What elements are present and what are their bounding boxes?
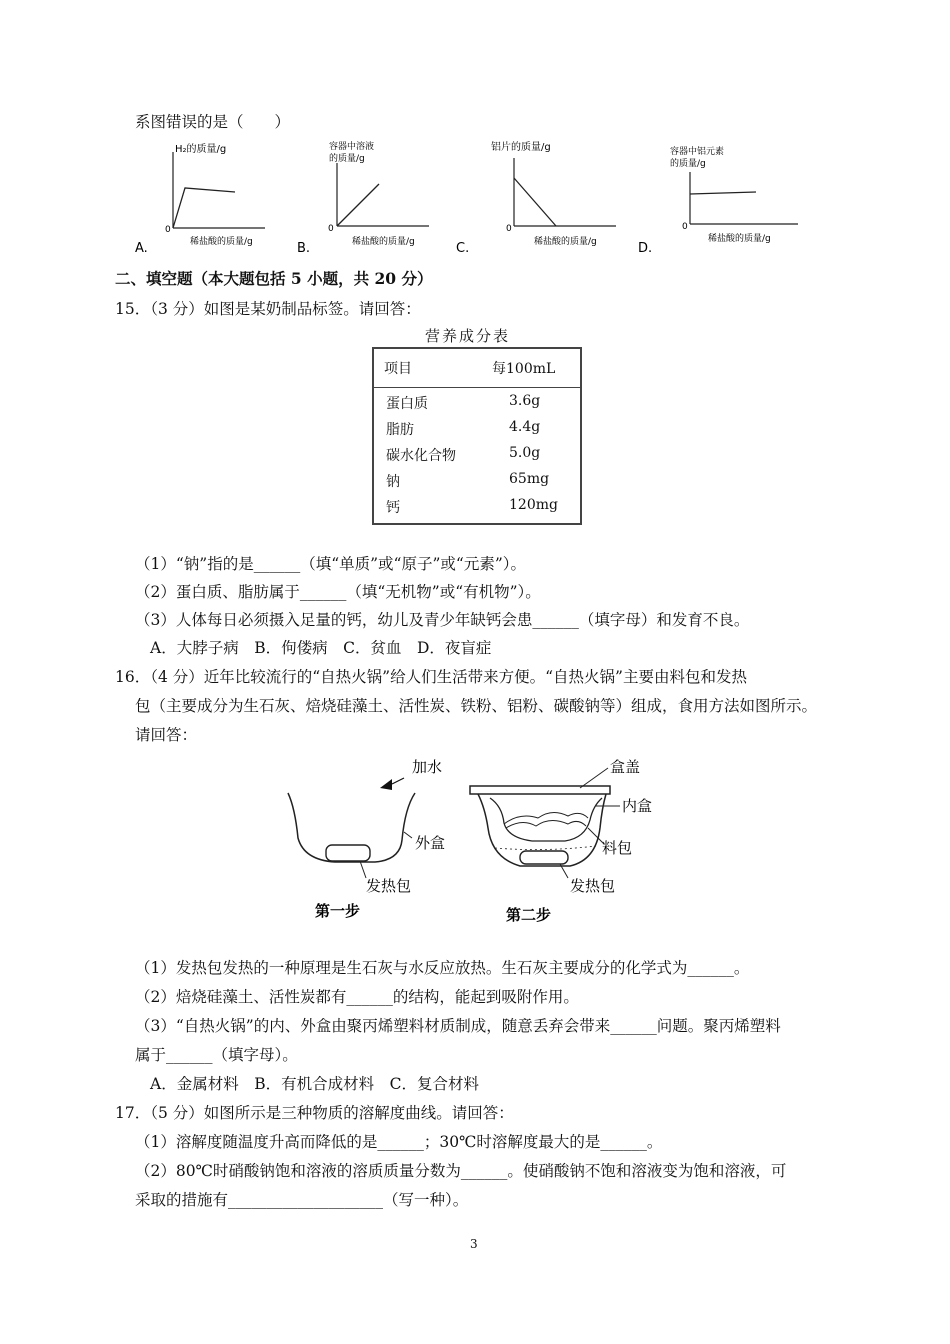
graph-a-origin: 0 <box>165 225 171 235</box>
q15-options: A．大脖子病 B．佝偻病 C．贫血 D．夜盲症 <box>150 639 492 657</box>
graph-a-xlabel: 稀盐酸的质量/g <box>190 237 253 247</box>
graph-d-svg <box>638 138 808 255</box>
label-lid: 盒盖 <box>610 758 641 776</box>
graph-d-xlabel: 稀盐酸的质量/g <box>708 234 771 244</box>
graph-c-svg <box>456 138 636 255</box>
heat-pack-1 <box>326 845 370 861</box>
outer-box-1 <box>288 793 415 862</box>
graph-b-xlabel: 稀盐酸的质量/g <box>352 237 415 247</box>
label-step2: 第二步 <box>506 906 552 924</box>
q17-sub1: （1）溶解度随温度升高而降低的是______；30℃时溶解度最大的是______。 <box>135 1133 663 1151</box>
graph-c-ylabel: 铝片的质量/g <box>491 142 551 153</box>
q16-line1: 16．（4 分）近年比较流行的“自热火锅”给人们生活带来方便。“自热火锅”主要由料包和发热 <box>115 668 747 686</box>
header-per: 每100mL <box>492 361 556 377</box>
graph-b-ylabel-2: 的质量/g <box>329 154 365 164</box>
graph-a-curve <box>173 188 235 228</box>
row-name: 钙 <box>386 500 400 516</box>
graph-d-curve <box>690 192 756 194</box>
graph-d-origin: 0 <box>682 222 688 232</box>
section-title: 二、填空题（本大题包括 5 小题，共 20 分） <box>115 269 433 288</box>
q17-stem: 17．（5 分）如图所示是三种物质的溶解度曲线。请回答： <box>115 1104 514 1122</box>
q16-sub3a: （3）“自热火锅”的内、外盒由聚丙烯塑料材质制成，随意丢弃会带来______问题。聚丙烯塑料 <box>135 1017 781 1035</box>
label-outer-box: 外盒 <box>415 834 446 852</box>
graph-c <box>456 138 636 255</box>
label-food-pack: 料包 <box>602 839 633 857</box>
graph-b-svg <box>297 138 437 255</box>
graph-c-curve <box>514 178 556 226</box>
row-value: 5.0g <box>509 445 541 461</box>
nutrition-table-title: 营养成分表 <box>425 327 511 345</box>
q16-options: A．金属材料 B．有机合成材料 C．复合材料 <box>150 1075 479 1093</box>
label-heat-pack-2: 发热包 <box>570 877 616 895</box>
q15-sub2: （2）蛋白质、脂肪属于______（填“无机物”或“有机物”）。 <box>135 583 541 601</box>
graph-b-curve <box>337 184 379 226</box>
graph-a-ylabel: H₂的质量/g <box>175 144 227 155</box>
q16-sub2: （2）焙烧硅藻土、活性炭都有______的结构，能起到吸附作用。 <box>135 988 579 1006</box>
graph-a-letter: A. <box>135 241 148 255</box>
row-name: 蛋白质 <box>386 396 428 412</box>
q15-stem: 15．（3 分）如图是某奶制品标签。请回答： <box>115 300 421 318</box>
nutrition-table <box>372 347 582 525</box>
row-value: 120mg <box>509 497 558 513</box>
row-value: 65mg <box>509 471 550 487</box>
graph-b-origin: 0 <box>328 224 334 234</box>
graph-d-letter: D. <box>638 241 653 255</box>
graph-a <box>135 140 275 255</box>
graph-c-xlabel: 稀盐酸的质量/g <box>534 237 597 247</box>
graph-c-letter: C. <box>456 241 470 255</box>
hotpot-figure <box>280 748 700 933</box>
row-name: 碳水化合物 <box>386 448 456 464</box>
inner-box <box>490 798 602 841</box>
water-line <box>495 846 596 850</box>
q17-sub2b: 采取的措施有____________________（写一种）。 <box>135 1191 469 1209</box>
graph-d-ylabel-1: 容器中铝元素 <box>670 147 725 157</box>
page-number: 3 <box>470 1237 478 1251</box>
q15-sub1: （1）“钠”指的是______（填“单质”或“原子”或“元素”）。 <box>135 555 527 573</box>
graph-b-ylabel-1: 容器中溶液 <box>329 142 375 152</box>
graph-c-origin: 0 <box>506 224 512 234</box>
food-strands <box>504 812 588 824</box>
label-add-water: 加水 <box>412 758 443 776</box>
q14-tail: 系图错误的是（ ） <box>135 113 291 131</box>
row-value: 4.4g <box>509 419 541 435</box>
graph-a-svg <box>135 140 275 255</box>
row-name: 脂肪 <box>386 422 414 438</box>
q17-sub2a: （2）80℃时硝酸钠饱和溶液的溶质质量分数为______。使硝酸钠不饱和溶液变为饱和溶液，可 <box>135 1162 787 1180</box>
header-item: 项目 <box>384 361 412 377</box>
graph-b <box>297 138 437 255</box>
q16-sub1: （1）发热包发热的一种原理是生石灰与水反应放热。生石灰主要成分的化学式为______。 <box>135 959 750 977</box>
graph-b-letter: B. <box>297 241 311 255</box>
lid <box>470 786 610 794</box>
q16-sub3b: 属于______（填字母）。 <box>135 1046 298 1064</box>
q15-sub3: （3）人体每日必须摄入足量的钙，幼儿及青少年缺钙会患______（填字母）和发育不良。 <box>135 611 750 629</box>
label-step1: 第一步 <box>315 902 361 920</box>
row-value: 3.6g <box>509 393 541 409</box>
label-inner-box: 内盒 <box>622 797 653 815</box>
label-heat-pack-1: 发热包 <box>366 877 412 895</box>
water-arrow-icon <box>380 779 392 790</box>
q16-line3: 请回答： <box>135 726 198 744</box>
hotpot-svg <box>280 748 700 933</box>
heat-pack-2 <box>520 851 568 864</box>
q16-line2: 包（主要成分为生石灰、焙烧硅藻土、活性炭、铁粉、铝粉、碳酸钠等）组成，食用方法如图所示。 <box>135 697 818 715</box>
nutrition-table-header <box>374 349 580 388</box>
graph-d-ylabel-2: 的质量/g <box>670 159 706 169</box>
graph-d <box>638 138 808 255</box>
row-name: 钠 <box>386 474 400 490</box>
